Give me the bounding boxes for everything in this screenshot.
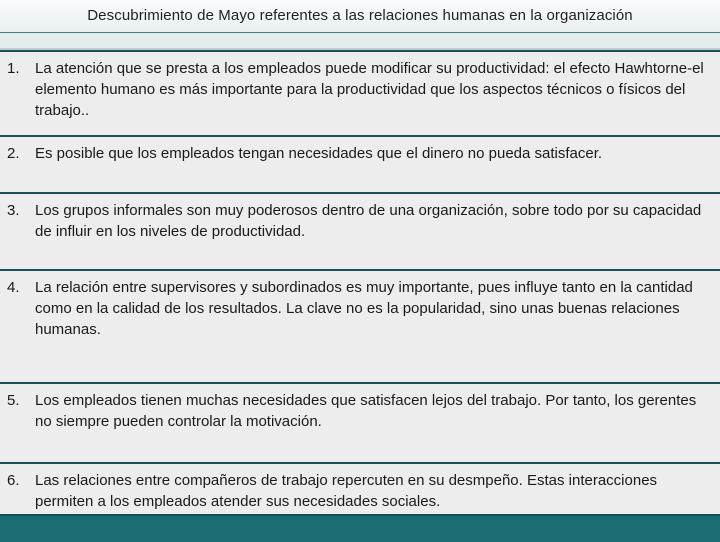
item-text: La relación entre supervisores y subordinados es muy importante, pues influye tanto en la cantidad como en la calidad de los resultados. La clave no es la popularidad, sino unas buenas relaciones humanas.: [35, 279, 693, 338]
list-item: [0, 192, 720, 269]
item-number: 3.: [7, 202, 20, 219]
list-item: [0, 135, 720, 192]
item-text: Es posible que los empleados tengan necesidades que el dinero no pueda satisfacer.: [35, 145, 603, 162]
accent-strip: [0, 33, 720, 50]
item-number: 5.: [7, 392, 20, 409]
item-text: Los empleados tienen muchas necesidades que satisfacen lejos del trabajo. Por tanto, los gerentes no siempre pueden controlar la motivación.: [35, 392, 697, 430]
item-number: 1.: [7, 60, 20, 77]
item-text: Las relaciones entre compañeros de trabajo repercuten en su desmpeño. Estas interacciones permiten a los empleados atender sus necesidades sociales.: [35, 472, 658, 510]
item-number: 6.: [7, 472, 20, 489]
list-item: [0, 382, 720, 462]
list-item: [0, 462, 720, 514]
list-item: [0, 50, 720, 135]
item-text: La atención que se presta a los empleados puede modificar su productividad: el efecto Hawhtorne-el elemento humano es más importante para la productividad que los aspectos técnicos o físicos del trabajo..: [35, 60, 704, 119]
item-text: Los grupos informales son muy poderosos dentro de una organización, sobre todo por su capacidad de influir en los niveles de productividad.: [35, 202, 702, 240]
item-number: 2.: [7, 145, 20, 162]
page-title: Descubrimiento de Mayo referentes a las relaciones humanas en la organización: [87, 6, 633, 24]
footer-bar: [0, 514, 720, 542]
list-item: [0, 269, 720, 382]
title-bar: [0, 0, 720, 33]
item-number: 4.: [7, 279, 20, 296]
